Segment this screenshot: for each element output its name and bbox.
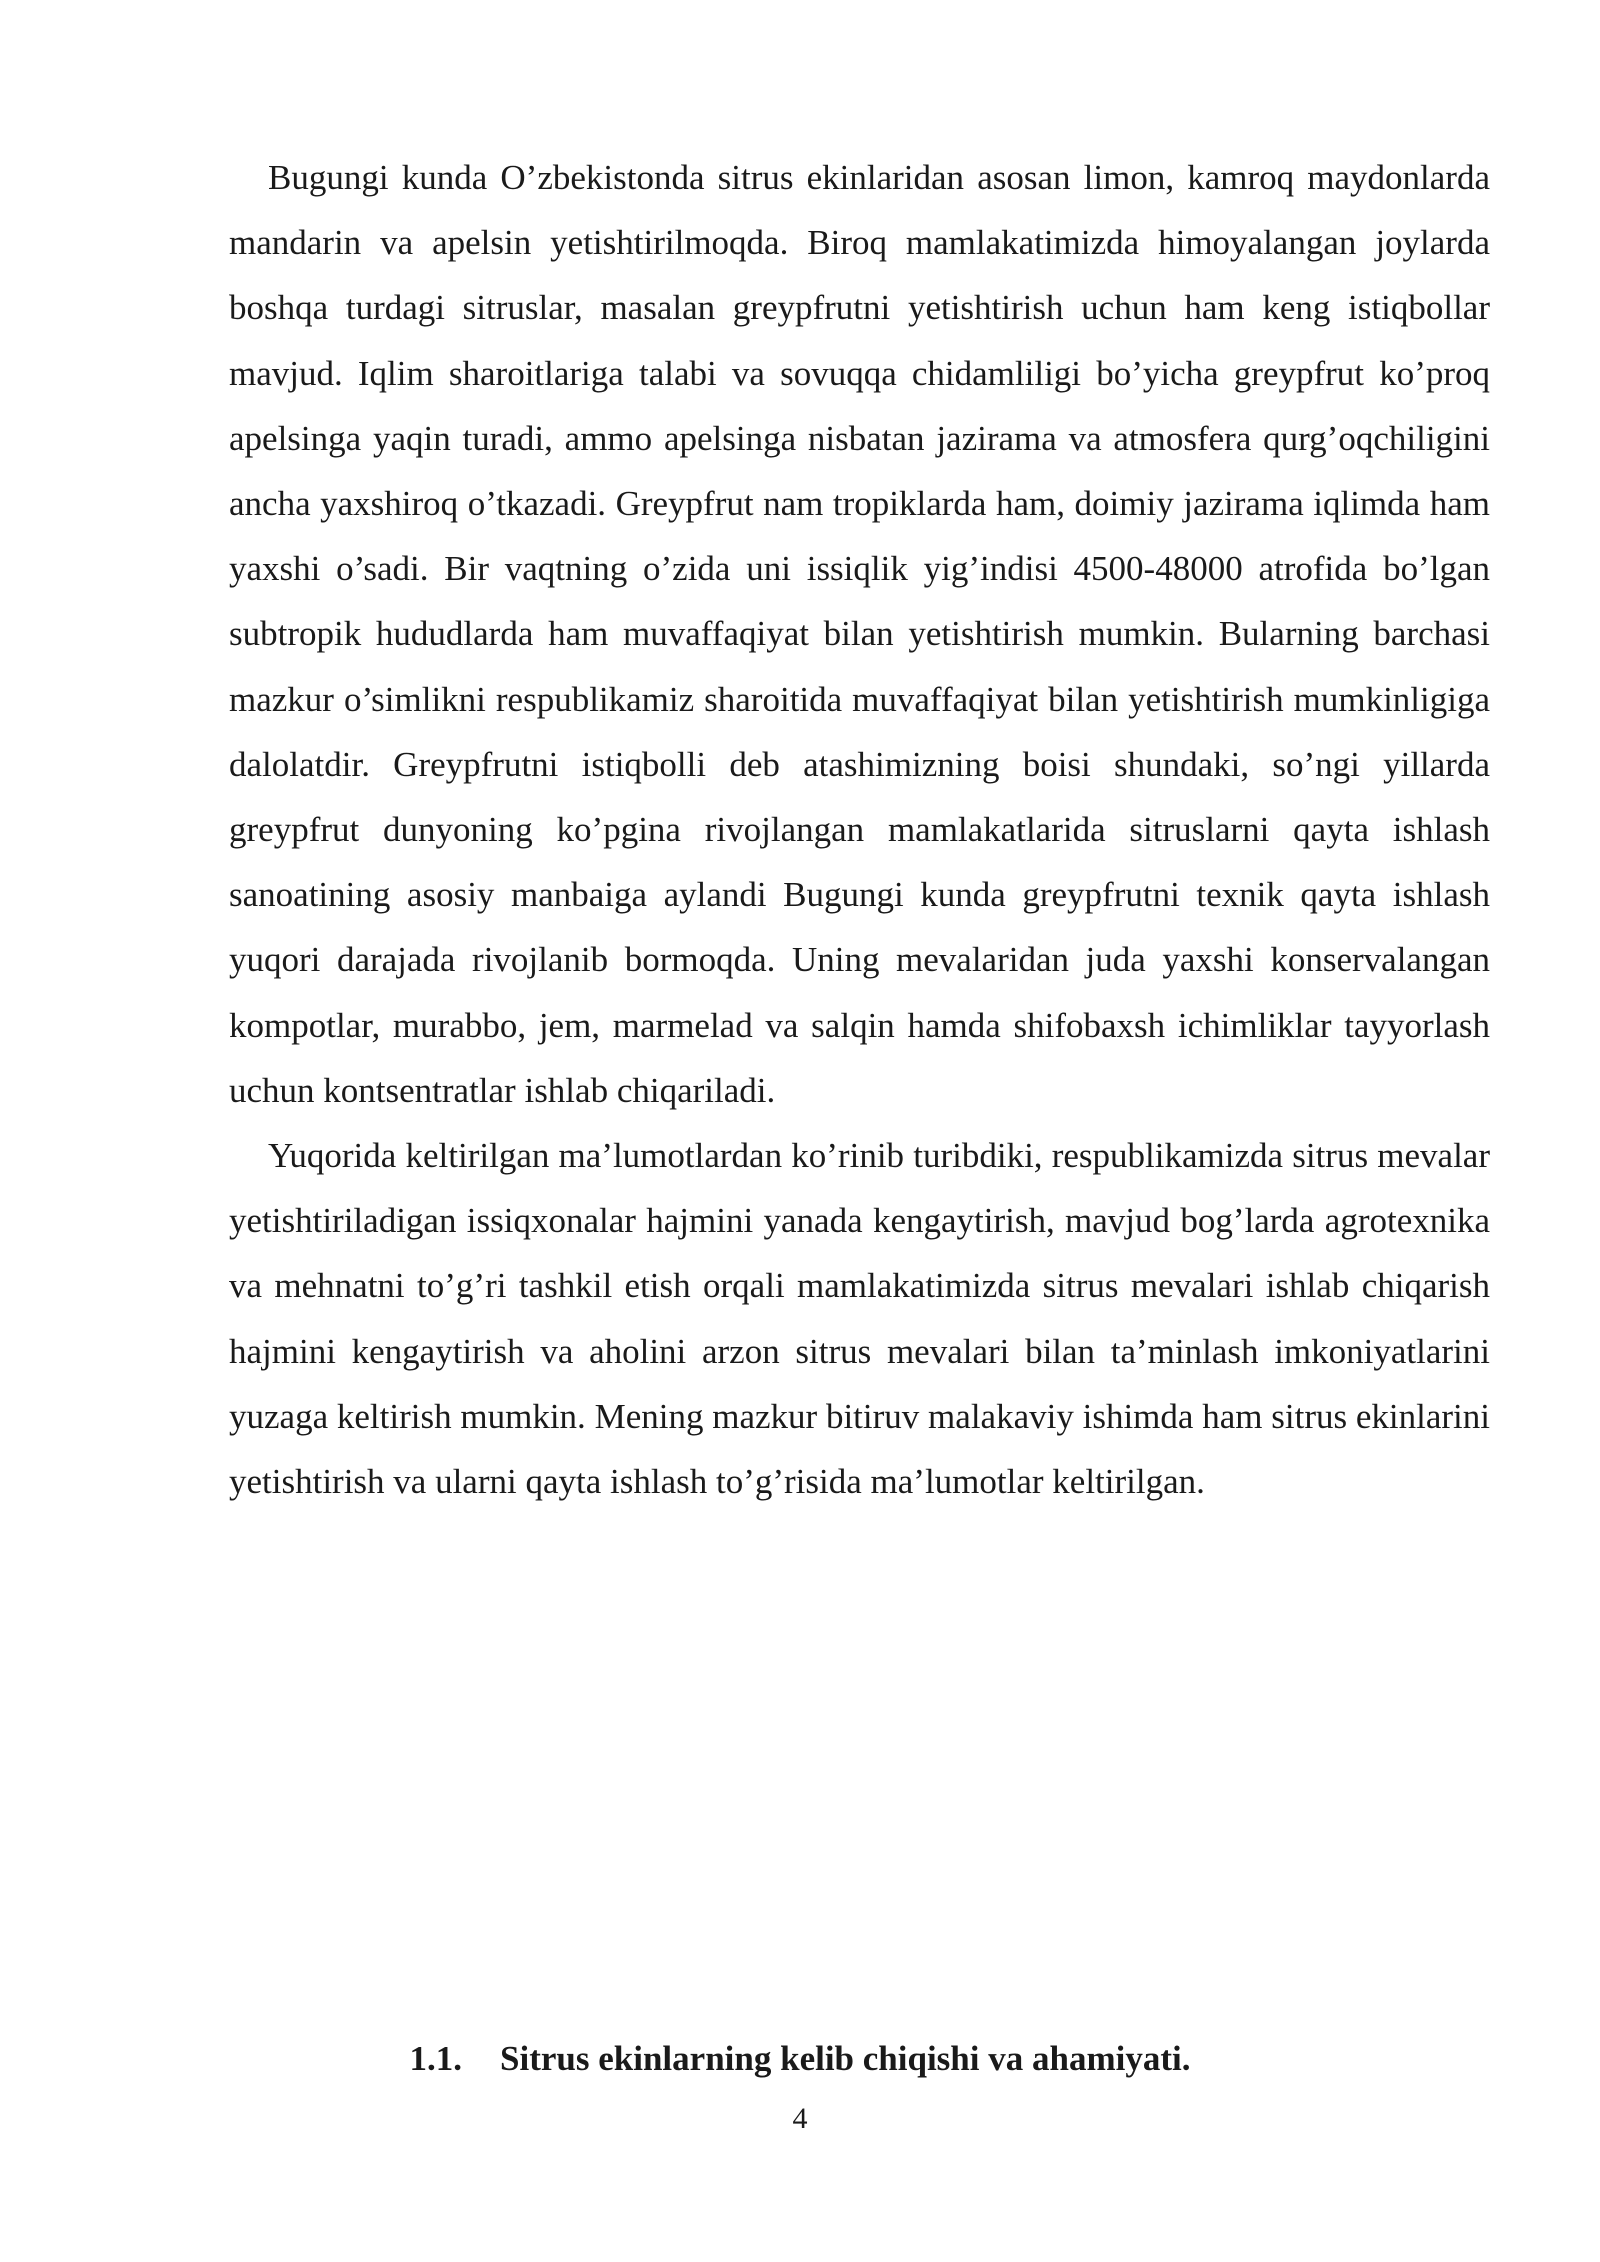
- section-heading: [0, 2036, 1600, 2082]
- page-number: 4: [792, 2102, 808, 2135]
- section-number: 1.1.: [409, 2039, 463, 2078]
- body-text: [229, 145, 1490, 1514]
- paragraph-2: Yuqorida keltirilgan ma’lumotlardan ko’rinib turibdiki, respublikamizda sitrus mevalar yetishtiriladigan issiqxonalar hajmini yanada kengaytirish, mavjud bog’larda agrotexnika va mehnatni to’g’ri tashkil etish orqali mamlakatimizda sitrus mevalari ishlab chiqarish hajmini kengaytirish va aholini arzon sitrus mevalari bilan ta’minlash imkoniyatlarini yuzaga keltirish mumkin. Mening mazkur bitiruv malakaviy ishimda ham sitrus ekinlarini yetishtirish va ularni qayta ishlash to’g’risida ma’lumotlar keltirilgan.: [229, 1136, 1490, 1502]
- section-title: Sitrus ekinlarning kelib chiqishi va ahamiyati.: [500, 2039, 1191, 2078]
- paragraph-1: Bugungi kunda O’zbekistonda sitrus ekinlaridan asosan limon, kamroq maydonlarda mandarin va apelsin yetishtirilmoqda. Biroq mamlakatimizda himoyalangan joylarda boshqa turdagi sitruslar, masalan greypfrutni yetishtirish uchun ham keng istiqbollar mavjud. Iqlim sharoitlariga talabi va sovuqqa chidamliligi bo’yicha greypfrut ko’proq apelsinga yaqin turadi, ammo apelsinga nisbatan jazirama va atmosfera qurg’oqchiligini ancha yaxshiroq o’tkazadi. Greypfrut nam tropiklarda ham, doimiy jazirama iqlimda ham yaxshi o’sadi. Bir vaqtning o’zida uni issiqlik yig’indisi 4500-48000 atrofida bo’lgan subtropik hududlarda ham muvaffaqiyat bilan yetishtirish mumkin. Bularning barchasi mazkur o’simlikni respublikamiz sharoitida muvaffaqiyat bilan yetishtirish mumkinligiga dalolatdir. Greypfrutni istiqbolli deb atashimizning boisi shundaki, so’ngi yillarda greypfrut dunyoning ko’pgina rivojlangan mamlakatlarida sitruslarni qayta ishlash sanoatining asosiy manbaiga aylandi Bugungi kunda greypfrutni texnik qayta ishlash yuqori darajada rivojlanib bormoqda. Uning mevalaridan juda yaxshi konservalangan kompotlar, murabbo, jem, marmelad va salqin hamda shifobaxsh ichimliklar tayyorlash uchun kontsentratlar ishlab chiqariladi.: [229, 158, 1490, 1110]
